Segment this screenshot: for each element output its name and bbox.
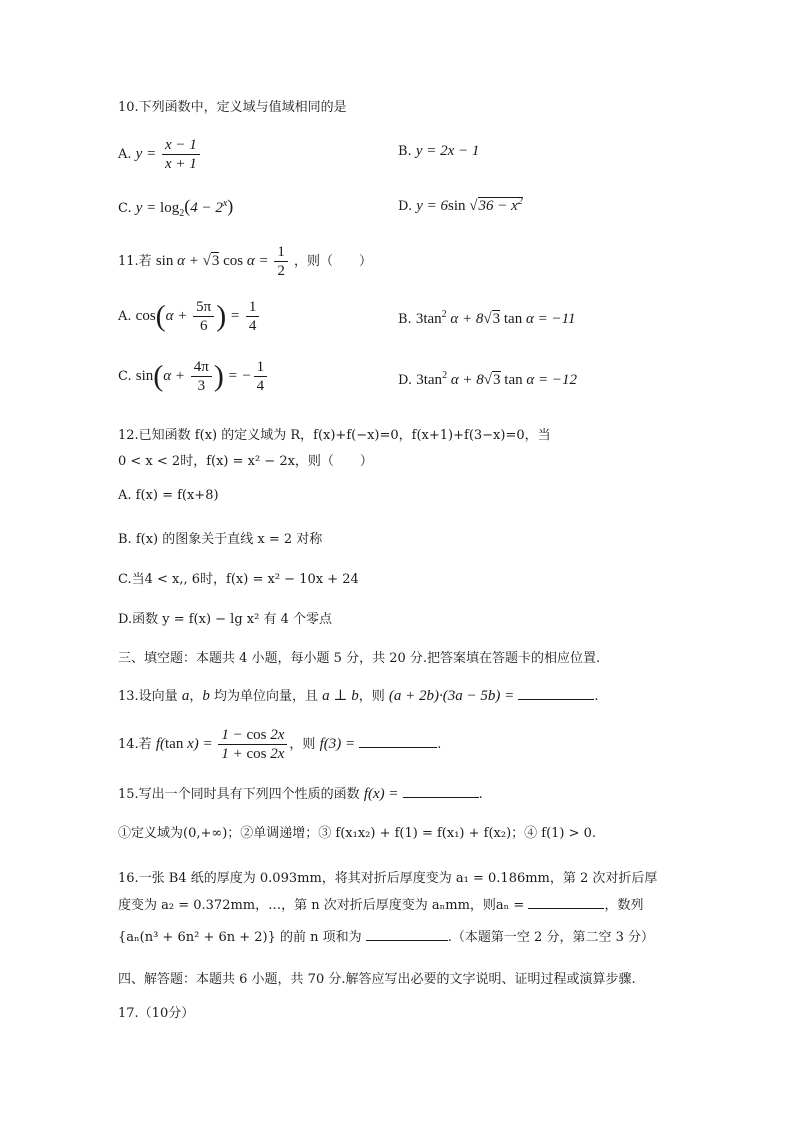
- section-3-heading: 三、填空题：本题共 4 小题，每小题 5 分，共 20 分.把答案填在答题卡的相应位置.: [118, 651, 601, 666]
- q10-b-expr: y = 2x − 1: [415, 143, 480, 159]
- q10-option-b: [398, 143, 479, 160]
- q12-stem-line1: 12.已知函数 f(x) 的定义域为 R，f(x)+f(−x)=0，f(x+1)+f(3−x)=0，当: [118, 428, 551, 443]
- q11-stem: 11.若 sin α + √3 cos α = $\frac{1}{2}$ ，则（ ）: [118, 244, 372, 279]
- section-4-heading: 四、解答题：本题共 6 小题，共 70 分.解答应写出必要的文字说明、证明过程或演算步骤.: [118, 972, 636, 987]
- q11-option-c: C. sin(α + $\frac{4\pi}{3}$ ) = − $\frac{1}{4}$: [118, 358, 269, 395]
- q10-stem: 10.下列函数中，定义域与值域相同的是: [118, 100, 347, 115]
- q11-option-b: B. $3\tan^2$ α + 8√3 tan α = −11: [398, 309, 576, 327]
- q10-option-c: C. $y = \log_2(4 - 2^x)$: [118, 196, 234, 219]
- q12-option-a: A. f(x) = f(x+8): [118, 488, 219, 503]
- q16-line1: 16.一张 B4 纸的厚度为 0.093mm，将其对折后厚度变为 a₁ = 0.186mm，第 2 次对折后厚: [118, 871, 658, 886]
- q11-option-a: A. cos(α + $\frac{5\pi}{6}$ ) = $\frac{1}{4}$: [118, 298, 261, 335]
- q16-line2: 度变为 a₂ = 0.372mm，…，第 n 次对折后厚度变为 aₙmm，则aₙ = ，数列: [118, 898, 644, 913]
- q10-option-d: D. y = 6sin $√36 - x^2$: [398, 196, 523, 214]
- q14: 14.若 f(tan x) = $\frac{1 - \cos 2x}{1 + \cos 2x}$ ，则 f(3) = .: [118, 727, 442, 762]
- q15-answer-blank[interactable]: [403, 785, 479, 798]
- q12-stem-line2: 0 < x < 2时，f(x) = x² − 2x，则（ ）: [118, 454, 373, 469]
- q12-option-b: B. f(x) 的图象关于直线 x = 2 对称: [118, 532, 323, 547]
- q15-stem: 15.写出一个同时具有下列四个性质的函数 f(x) = .: [118, 786, 483, 802]
- q16-line3: {aₙ(n³ + 6n² + 6n + 2)} 的前 n 项和为 .（本题第一空 2 分，第二空 3 分）: [118, 930, 655, 945]
- q13-answer-blank[interactable]: [518, 687, 594, 700]
- option-label: B.: [398, 144, 412, 159]
- option-label: D.: [398, 373, 413, 388]
- option-label: A.: [118, 308, 132, 324]
- option-label: C.: [118, 368, 132, 384]
- option-label: A.: [118, 146, 132, 162]
- q10-option-a: A. y = $\frac{x - 1}{x + 1}$: [118, 136, 202, 173]
- q16-answer-blank-1[interactable]: [528, 896, 604, 909]
- q13: 13.设向量 a，b 均为单位向量，且 a ⊥ b，则 (a + 2b)·(3a − 5b) = .: [118, 688, 599, 704]
- option-label: B.: [398, 312, 412, 327]
- q11-option-d: D. $3\tan^2$ α + 8√3 tan α = −12: [398, 370, 577, 388]
- q12-option-d: D.函数 y = f(x) − lg x² 有 4 个零点: [118, 612, 332, 627]
- q14-answer-blank[interactable]: [359, 735, 437, 748]
- q17-heading: 17.（10分）: [118, 1006, 195, 1021]
- option-label: C.: [118, 201, 132, 216]
- q12-option-c: C.当4 < x,, 6时，f(x) = x² − 10x + 24: [118, 572, 359, 587]
- q16-answer-blank-2[interactable]: [366, 928, 448, 941]
- option-label: D.: [398, 199, 413, 214]
- q15-properties: ①定义域为(0,+∞)；②单调递增；③ f(x₁x₂) + f(1) = f(x₁) + f(x₂)；④ f(1) > 0.: [118, 826, 597, 841]
